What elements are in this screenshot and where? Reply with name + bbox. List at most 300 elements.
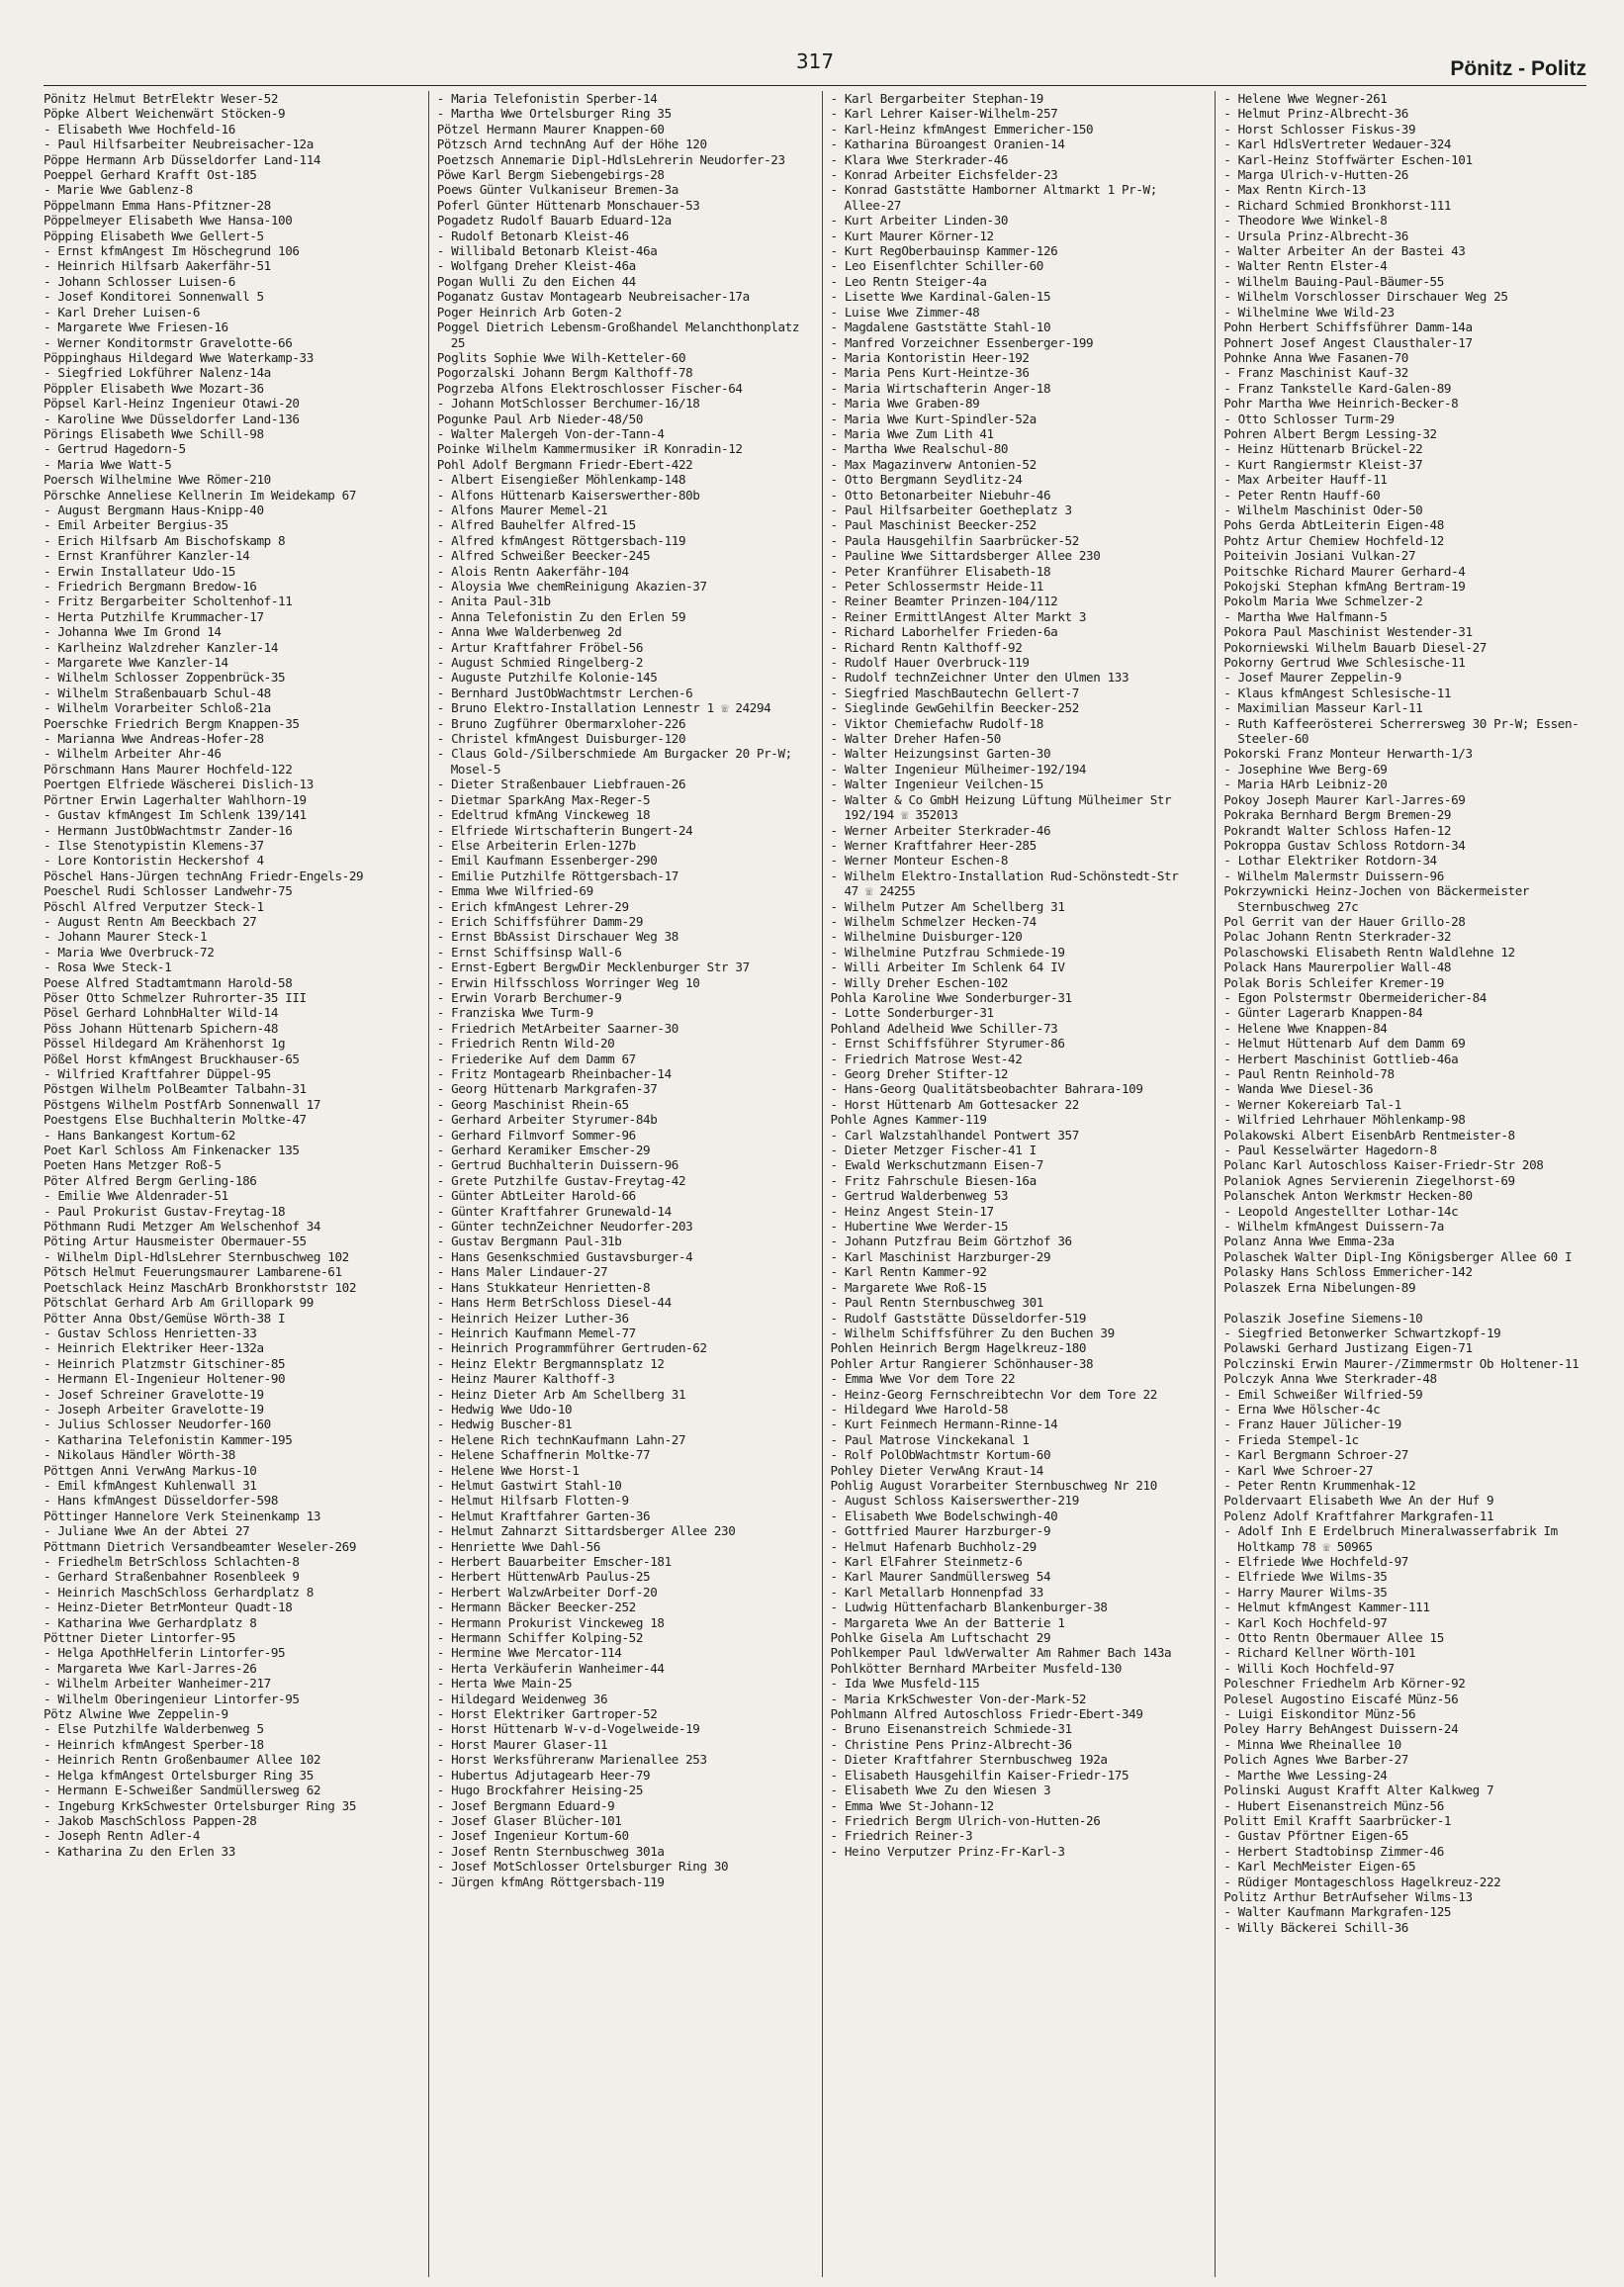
directory-entry: Pohlkötter Bernhard MArbeiter Musfeld-130 — [830, 1660, 1122, 1676]
directory-entry: - Karl Wwe Schroer-27 — [1223, 1462, 1374, 1478]
directory-entry: Pohnert Josef Angest Clausthaler-17 — [1223, 334, 1473, 350]
directory-entry: - Emma Wwe Vor dem Tore 22 — [830, 1371, 1016, 1387]
directory-entry: - Günter Kraftfahrer Grunewald-14 — [436, 1203, 672, 1219]
directory-entry: Pötschlat Gerhard Arb Am Grillopark 99 — [44, 1295, 314, 1311]
directory-entry: - Alfred kfmAngest Röttgersbach-119 — [436, 532, 686, 548]
directory-entry: Polanschek Anton Werkmstr Hecken-80 — [1223, 1188, 1473, 1204]
directory-entry: - Rudolf technZeichner Unter den Ulmen 133 — [830, 670, 1129, 686]
directory-entry: - Gerhard Filmvorf Sommer-96 — [436, 1127, 636, 1143]
directory-entry: - Richard Schmied Bronkhorst-111 — [1223, 197, 1452, 213]
directory-entry: Pogadetz Rudolf Bauarb Eduard-12a — [436, 213, 672, 229]
directory-entry: - Maria Wirtschafterin Anger-18 — [830, 380, 1051, 396]
directory-entry: - Rudolf Betonarb Kleist-46 — [436, 228, 629, 243]
directory-entry: - Friedrich Matrose West-42 — [830, 1051, 1023, 1066]
directory-entry: - Richard Rentn Kalthoff-92 — [830, 639, 1023, 655]
directory-entry: Pöttinger Hannelore Verk Steinenkamp 13 — [44, 1508, 321, 1523]
directory-entry: - Katharina Büroangest Oranien-14 — [830, 137, 1065, 152]
directory-entry: - Lore Kontoristin Heckershof 4 — [44, 853, 264, 869]
directory-entry: - Herbert WalzwArbeiter Dorf-20 — [436, 1584, 658, 1600]
directory-entry: Poeten Hans Metzger Roß-5 — [44, 1157, 222, 1173]
directory-entry: Pöppelmann Emma Hans-Pfitzner-28 — [44, 197, 271, 213]
directory-entry: - Karl Lehrer Kaiser-Wilhelm-257 — [830, 106, 1058, 122]
directory-entry: Pössel Hildegard Am Krähenhorst 1g — [44, 1036, 286, 1052]
directory-entry: Pöttmann Dietrich Versandbeamter Weseler-269 — [44, 1538, 357, 1554]
directory-entry: - Rudolf Hauer Overbruck-119 — [830, 655, 1030, 671]
directory-entry: Poleschner Friedhelm Arb Körner-92 — [1223, 1676, 1466, 1692]
directory-entry: - Wilhelm Schiffsführer Zu den Buchen 39 — [830, 1325, 1115, 1340]
directory-entry: - Karl Dreher Luisen-6 — [44, 304, 201, 320]
directory-entry: - Wilfried Kraftfahrer Düppel-95 — [44, 1066, 271, 1081]
directory-entry: - Leopold Angestellter Lothar-14c — [1223, 1203, 1459, 1219]
directory-entry: - Werner Konditormstr Gravelotte-66 — [44, 334, 293, 350]
directory-entry: - Ernst Schiffsführer Styrumer-86 — [830, 1036, 1065, 1052]
directory-entry: - Wilfried Lehrhauer Möhlenkamp-98 — [1223, 1112, 1466, 1128]
directory-entry: - Hildegard Weidenweg 36 — [436, 1691, 608, 1706]
directory-entry: - Ernst kfmAngest Im Höschegrund 106 — [44, 243, 300, 259]
directory-entry: - Wilhelm Arbeiter Ahr-46 — [44, 746, 222, 762]
directory-entry: Pokolm Maria Wwe Schmelzer-2 — [1223, 594, 1423, 609]
directory-entry: - Ruth Kaffeerösterei Scherrersweg 30 Pr-W; Essen-Steeler-60 — [1223, 715, 1579, 747]
directory-entry: - Friedhelm BetrSchloss Schlachten-8 — [44, 1554, 300, 1569]
directory-entry: - Hans Maler Lindauer-27 — [436, 1264, 608, 1280]
directory-entry: Pol Gerrit van der Hauer Grillo-28 — [1223, 913, 1466, 929]
directory-entry: Pokraka Bernhard Bergm Bremen-29 — [1223, 807, 1452, 823]
directory-entry: - Magdalene Gaststätte Stahl-10 — [830, 320, 1051, 335]
directory-entry: - Hermann JustObWachtmstr Zander-16 — [44, 822, 293, 838]
directory-entry: - Paul Hilfsarbeiter Neubreisacher-12a — [44, 137, 314, 152]
directory-entry — [1223, 1295, 1586, 1310]
directory-entry: - Otto Schlosser Turm-29 — [1223, 411, 1395, 426]
directory-entry: Polaszek Erna Nibelungen-89 — [1223, 1279, 1416, 1295]
directory-entry: Pöting Artur Hausmeister Obermauer-55 — [44, 1234, 307, 1249]
directory-entry: - Wilhelmine Putzfrau Schmiede-19 — [830, 944, 1065, 960]
directory-entry: - Paul Maschinist Beecker-252 — [830, 517, 1037, 533]
directory-entry: - Hans Herm BetrSchloss Diesel-44 — [436, 1295, 672, 1311]
directory-entry: - Lisette Wwe Kardinal-Galen-15 — [830, 289, 1051, 305]
directory-entry: - Paul Kesselwärter Hagedorn-8 — [1223, 1143, 1437, 1158]
directory-entry: - Helene Wwe Horst-1 — [436, 1462, 580, 1478]
directory-entry: - Paul Matrose Vinckekanal 1 — [830, 1431, 1030, 1447]
directory-entry: - Minna Wwe Rheinallee 10 — [1223, 1736, 1401, 1752]
directory-entry: - Johann Putzfrau Beim Görtzhof 36 — [830, 1234, 1072, 1249]
directory-entry: - Helmut Prinz-Albrecht-36 — [1223, 106, 1408, 122]
directory-entry: - Gottfried Maurer Harzburger-9 — [830, 1523, 1051, 1539]
directory-entry: - Konrad Arbeiter Eichsfelder-23 — [830, 167, 1058, 183]
directory-entry: - Dieter Metzger Fischer-41 I — [830, 1143, 1037, 1158]
directory-entry: - Helmut Hilfsarb Flotten-9 — [436, 1493, 629, 1509]
directory-entry: - Georg Hüttenarb Markgrafen-37 — [436, 1081, 658, 1097]
directory-entry: Pörings Elisabeth Wwe Schill-98 — [44, 425, 264, 441]
directory-entry: Pöstgen Wilhelm PolBeamter Talbahn-31 — [44, 1081, 307, 1097]
directory-entry: - Dieter Straßenbauer Liebfrauen-26 — [436, 777, 686, 792]
directory-entry: - Erwin Hilfsschloss Worringer Weg 10 — [436, 974, 700, 990]
directory-entry: - Christel kfmAngest Duisburger-120 — [436, 731, 686, 747]
directory-entry: - Paula Hausgehilfin Saarbrücker-52 — [830, 532, 1079, 548]
directory-entry: - Herbert HüttenwArb Paulus-25 — [436, 1569, 651, 1585]
directory-entry: - Wilhelm Vorschlosser Dirschauer Weg 25 — [1223, 289, 1508, 305]
directory-entry: Pohtz Artur Chemiew Hochfeld-12 — [1223, 532, 1444, 548]
directory-entry: - Lotte Sonderburger-31 — [830, 1005, 994, 1021]
directory-entry: - Hans Gesenkschmied Gustavsburger-4 — [436, 1248, 693, 1264]
directory-entry: - Günter Lagerarb Knappen-84 — [1223, 1005, 1423, 1021]
directory-entry: - Josef MotSchlosser Ortelsburger Ring 30 — [436, 1859, 729, 1875]
column-4 — [1215, 91, 1586, 2277]
directory-entry: - August Schmied Ringelberg-2 — [436, 655, 644, 671]
directory-entry: Poiteivin Josiani Vulkan-27 — [1223, 548, 1416, 564]
directory-entry: Pokoy Joseph Maurer Karl-Jarres-69 — [1223, 791, 1466, 807]
directory-entry: Pöstgens Wilhelm PostfArb Sonnenwall 17 — [44, 1096, 321, 1112]
directory-entry: - Helmut Kraftfahrer Garten-36 — [436, 1508, 651, 1523]
directory-entry: Polawski Gerhard Justizang Eigen-71 — [1223, 1340, 1473, 1356]
directory-entry: - Alfred Bauhelfer Alfred-15 — [436, 517, 636, 533]
directory-entry: - Helene Rich technKaufmann Lahn-27 — [436, 1431, 686, 1447]
directory-entry: - Paul Rentn Sternbuschweg 301 — [830, 1295, 1043, 1311]
directory-entry: - Anita Paul-31b — [436, 594, 551, 609]
directory-entry: - Walter Kaufmann Markgrafen-125 — [1223, 1904, 1452, 1920]
directory-entry: - Hugo Brockfahrer Heising-25 — [436, 1783, 644, 1798]
directory-entry: - Josef Schreiner Gravelotte-19 — [44, 1386, 264, 1402]
directory-entry: - Reiner ErmittlAngest Alter Markt 3 — [830, 608, 1087, 624]
directory-entry: Pokora Paul Maschinist Westender-31 — [1223, 624, 1473, 640]
directory-entry: - Emma Wwe Wilfried-69 — [436, 883, 593, 899]
directory-entry: Pöthmann Rudi Metzger Am Welschenhof 34 — [44, 1219, 321, 1235]
directory-entry: - Reiner Beamter Prinzen-104/112 — [830, 594, 1058, 609]
directory-entry: - Maria Wwe Graben-89 — [830, 396, 980, 412]
directory-entry: - Fritz Bergarbeiter Scholtenhof-11 — [44, 594, 293, 609]
directory-entry: - Rudolf Gaststätte Düsseldorfer-519 — [830, 1310, 1087, 1326]
directory-entry: Poerschke Friedrich Bergm Knappen-35 — [44, 715, 300, 731]
directory-entry: - Herta Verkäuferin Wanheimer-44 — [436, 1660, 665, 1676]
directory-entry: - Martha Wwe Realschul-80 — [830, 441, 1009, 457]
directory-entry: Pohren Albert Bergm Lessing-32 — [1223, 425, 1437, 441]
directory-entry: - Martha Wwe Halfmann-5 — [1223, 608, 1388, 624]
directory-entry: - Paul Rentn Reinhold-78 — [1223, 1066, 1395, 1081]
directory-entry: - Hildegard Wwe Harold-58 — [830, 1401, 1009, 1417]
directory-entry: - Pauline Wwe Sittardsberger Allee 230 — [830, 548, 1101, 564]
directory-entry: - Wilhelm Putzer Am Schellberg 31 — [830, 898, 1065, 914]
directory-entry: - August Bergmann Haus-Knipp-40 — [44, 502, 264, 517]
directory-entry: Polczinski Erwin Maurer-/Zimmermstr Ob Holtener-11 — [1223, 1355, 1579, 1371]
directory-entry: - Helga kfmAngest Ortelsburger Ring 35 — [44, 1767, 314, 1783]
directory-entry: - Wilhelm Dipl-HdlsLehrer Sternbuschweg 102 — [44, 1248, 349, 1264]
directory-entry: Polaschowski Elisabeth Rentn Waldlehne 12 — [1223, 944, 1515, 960]
directory-entry: Poitschke Richard Maurer Gerhard-4 — [1223, 563, 1466, 579]
directory-entry: - Maria KrkSchwester Von-der-Mark-52 — [830, 1691, 1087, 1706]
directory-entry: - Gerhard Keramiker Emscher-29 — [436, 1143, 651, 1158]
directory-entry: - Luise Wwe Zimmer-48 — [830, 304, 980, 320]
directory-entry: Pohn Herbert Schiffsführer Damm-14a — [1223, 320, 1473, 335]
directory-entry: - Otto Betonarbeiter Niebuhr-46 — [830, 487, 1051, 503]
directory-entry: - Horst Elektriker Gartroper-52 — [436, 1706, 658, 1722]
directory-entry: - Fritz Fahrschule Biesen-16a — [830, 1172, 1037, 1188]
directory-entry: - Ilse Stenotypistin Klemens-37 — [44, 837, 264, 853]
directory-entry: - Jürgen kfmAng Röttgersbach-119 — [436, 1874, 665, 1889]
directory-entry: - Günter technZeichner Neudorfer-203 — [436, 1219, 693, 1235]
directory-entry: - Franziska Wwe Turm-9 — [436, 1005, 593, 1021]
directory-entry: Pörschke Anneliese Kellnerin Im Weidekamp 67 — [44, 487, 357, 503]
directory-entry: - Hans kfmAngest Düsseldorfer-598 — [44, 1493, 279, 1509]
directory-entry: - Edeltrud kfmAng Vinckeweg 18 — [436, 807, 651, 823]
directory-entry: Polasky Hans Schloss Emmericher-142 — [1223, 1264, 1473, 1280]
directory-entry: - Erich kfmAngest Lehrer-29 — [436, 898, 629, 914]
directory-entry: - Fritz Montagearb Rheinbacher-14 — [436, 1066, 672, 1081]
directory-entry: Polaniok Agnes Servierenin Ziegelhorst-69 — [1223, 1172, 1515, 1188]
directory-entry: - Ewald Werkschutzmann Eisen-7 — [830, 1157, 1043, 1173]
directory-entry: - Alois Rentn Aakerfähr-104 — [436, 563, 629, 579]
directory-entry: - Marga Ulrich-v-Hutten-26 — [1223, 167, 1408, 183]
directory-entry: Pokrzywnicki Heinz-Jochen von Bäckermeister Sternbuschweg 27c — [1223, 883, 1537, 914]
directory-entry: Pohlmann Alfred Autoschloss Friedr-Ebert-349 — [830, 1706, 1143, 1722]
directory-entry: Pöpping Elisabeth Wwe Gellert-5 — [44, 228, 264, 243]
directory-entry: Poeppel Gerhard Krafft Ost-185 — [44, 167, 257, 183]
directory-entry: Pogunke Paul Arb Nieder-48/50 — [436, 411, 644, 426]
directory-entry: Pörschmann Hans Maurer Hochfeld-122 — [44, 761, 293, 777]
directory-entry: Poertgen Elfriede Wäscherei Dislich-13 — [44, 777, 314, 792]
directory-entry: Pohle Agnes Kammer-119 — [830, 1112, 987, 1128]
directory-entry: - Hedwig Buscher-81 — [436, 1417, 573, 1432]
directory-entry: Polich Agnes Wwe Barber-27 — [1223, 1752, 1408, 1768]
directory-entry: - Heinrich Kaufmann Memel-77 — [436, 1325, 636, 1340]
column-3 — [822, 91, 1194, 2277]
directory-entry: - Klara Wwe Sterkrader-46 — [830, 151, 1009, 167]
directory-entry: - Heino Verputzer Prinz-Fr-Karl-3 — [830, 1843, 1065, 1859]
directory-entry: - Elfriede Wwe Hochfeld-97 — [1223, 1554, 1408, 1569]
directory-entry: - Marie Wwe Gablenz-8 — [44, 182, 193, 198]
directory-entry: - Maria Kontoristin Heer-192 — [830, 349, 1030, 365]
directory-entry: - Leo Rentn Steiger-4a — [830, 273, 987, 289]
directory-entry: Poestgens Else Buchhalterin Moltke-47 — [44, 1112, 307, 1128]
directory-entry: - Helmut Hafenarb Buchholz-29 — [830, 1538, 1037, 1554]
directory-entry: - Walter & Co GmbH Heizung Lüftung Mülheimer Str 192/194 ☏ 352013 — [830, 791, 1179, 823]
directory-entry: - Margareta Wwe Karl-Jarres-26 — [44, 1660, 257, 1676]
directory-entry: - Julius Schlosser Neudorfer-160 — [44, 1417, 271, 1432]
directory-entry: - Helene Wwe Wegner-261 — [1223, 91, 1388, 106]
directory-entry: - Josef Maurer Zeppelin-9 — [1223, 670, 1401, 686]
directory-entry: - Karl HdlsVertreter Wedauer-324 — [1223, 137, 1452, 152]
directory-entry: - Richard Kellner Wörth-101 — [1223, 1645, 1416, 1661]
directory-entry: - Werner Arbeiter Sterkrader-46 — [830, 822, 1051, 838]
directory-entry: - Peter Kranführer Elisabeth-18 — [830, 563, 1051, 579]
directory-entry: - Margarete Wwe Roß-15 — [830, 1279, 987, 1295]
directory-entry: - Margarete Wwe Friesen-16 — [44, 320, 228, 335]
directory-entry: Pöpsel Karl-Heinz Ingenieur Otawi-20 — [44, 396, 300, 412]
directory-entry: - Karl Maurer Sandmüllersweg 54 — [830, 1569, 1051, 1585]
directory-columns — [44, 91, 1586, 2277]
directory-entry: - Helmut Gastwirt Stahl-10 — [436, 1477, 622, 1493]
directory-entry: - Peter Schlossermstr Heide-11 — [830, 579, 1043, 594]
directory-entry: - Gertrud Walderbenweg 53 — [830, 1188, 1009, 1204]
directory-entry: - Horst Schlosser Fiskus-39 — [1223, 121, 1416, 137]
directory-entry: - Max Arbeiter Hauff-11 — [1223, 472, 1388, 488]
directory-entry: - Elisabeth Wwe Bodelschwingh-40 — [830, 1508, 1058, 1523]
directory-entry: Polaschek Walter Dipl-Ing Königsberger Allee 60 I — [1223, 1248, 1573, 1264]
directory-entry: - Wilhelm Vorarbeiter Schloß-21a — [44, 700, 271, 716]
directory-entry: - Herbert Maschinist Gottlieb-46a — [1223, 1051, 1459, 1066]
directory-entry: - Hubertus Adjutagearb Heer-79 — [436, 1767, 651, 1783]
directory-entry: Poews Günter Vulkaniseur Bremen-3a — [436, 182, 678, 198]
directory-entry: Pokorniewski Wilhelm Bauarb Diesel-27 — [1223, 639, 1487, 655]
directory-entry: - Wanda Wwe Diesel-36 — [1223, 1081, 1374, 1097]
directory-entry: - Dietmar SparkAng Max-Reger-5 — [436, 791, 651, 807]
directory-entry: - Dieter Kraftfahrer Sternbuschweg 192a — [830, 1752, 1108, 1768]
directory-entry: - Wilhelmine Duisburger-120 — [830, 929, 1023, 945]
directory-entry: - August Schloss Kaiserswerther-219 — [830, 1493, 1079, 1509]
directory-entry: - Walter Arbeiter An der Bastei 43 — [1223, 243, 1466, 259]
directory-entry: - Maria Wwe Zum Lith 41 — [830, 425, 994, 441]
directory-entry: Poganatz Gustav Montagearb Neubreisacher-17a — [436, 289, 750, 305]
directory-entry: - Martha Wwe Ortelsburger Ring 35 — [436, 106, 672, 122]
directory-entry: - Bruno Zugführer Obermarxloher-226 — [436, 715, 686, 731]
directory-entry: Poggel Dietrich Lebensm-Großhandel Melanchthonplatz 25 — [436, 320, 807, 350]
directory-entry: - Heinrich Rentn Großenbaumer Allee 102 — [44, 1752, 321, 1768]
directory-entry: Pohl Adolf Bergmann Friedr-Ebert-422 — [436, 456, 693, 472]
directory-entry: - Bruno Eisenanstreich Schmiede-31 — [830, 1721, 1072, 1737]
directory-entry: - Walter Ingenieur Veilchen-15 — [830, 777, 1043, 792]
directory-entry: Poger Heinrich Arb Goten-2 — [436, 304, 622, 320]
directory-entry: - Willy Bäckerei Schill-36 — [1223, 1919, 1408, 1935]
directory-entry: - Walter Heizungsinst Garten-30 — [830, 746, 1051, 762]
directory-entry: - Hubertine Wwe Werder-15 — [830, 1219, 1009, 1235]
directory-entry: - Johann Schlosser Luisen-6 — [44, 273, 235, 289]
directory-entry: Poferl Günter Hüttenarb Monschauer-53 — [436, 197, 700, 213]
directory-entry: - Willi Koch Hochfeld-97 — [1223, 1660, 1395, 1676]
directory-entry: - Karl Koch Hochfeld-97 — [1223, 1614, 1388, 1630]
directory-entry: Pohland Adelheid Wwe Schiller-73 — [830, 1020, 1058, 1036]
directory-entry: - Hermann Prokurist Vinckeweg 18 — [436, 1614, 665, 1630]
directory-entry: - Richard Laborhelfer Frieden-6a — [830, 624, 1058, 640]
directory-entry: - Karl-Heinz Stoffwärter Eschen-101 — [1223, 151, 1473, 167]
directory-entry: - Emil Arbeiter Bergius-35 — [44, 517, 228, 533]
directory-entry: Poetzsch Annemarie Dipl-HdlsLehrerin Neudorfer-23 — [436, 151, 785, 167]
directory-entry: - Ludwig Hüttenfacharb Blankenburger-38 — [830, 1600, 1108, 1615]
directory-entry: - Herbert Bauarbeiter Emscher-181 — [436, 1554, 672, 1569]
directory-entry: - Emil kfmAngest Kuhlenwall 31 — [44, 1477, 257, 1493]
directory-entry: - Ursula Prinz-Albrecht-36 — [1223, 228, 1408, 243]
directory-entry: - Max Rentn Kirch-13 — [1223, 182, 1366, 198]
directory-entry: - Walter Ingenieur Mülheimer-192/194 — [830, 761, 1087, 777]
directory-entry: Poetschlack Heinz MaschArb Bronkhorststr 102 — [44, 1279, 357, 1295]
directory-entry: - Friederike Auf dem Damm 67 — [436, 1051, 636, 1066]
directory-entry: - Wilhelm kfmAngest Duissern-7a — [1223, 1219, 1444, 1235]
column-2 — [428, 91, 807, 2277]
directory-entry: - Werner Kraftfahrer Heer-285 — [830, 837, 1037, 853]
directory-entry: - Wilhelm Oberingenieur Lintorfer-95 — [44, 1691, 300, 1706]
directory-entry: - Egon Polstermstr Obermeidericher-84 — [1223, 989, 1487, 1005]
directory-entry: - Hermann Schiffer Kolping-52 — [436, 1630, 644, 1646]
directory-entry: Politz Arthur BetrAufseher Wilms-13 — [1223, 1888, 1473, 1904]
directory-entry: - Wolfgang Dreher Kleist-46a — [436, 258, 636, 274]
directory-entry: Polinski August Krafft Alter Kalkweg 7 — [1223, 1783, 1494, 1798]
directory-entry: Pöser Otto Schmelzer Ruhrorter-35 III — [44, 989, 307, 1005]
directory-entry: - Marthe Wwe Lessing-24 — [1223, 1767, 1388, 1783]
directory-entry: - Gustav Bergmann Paul-31b — [436, 1234, 622, 1249]
directory-entry: - Wilhelm Straßenbauarb Schul-48 — [44, 685, 271, 700]
directory-entry: - Alfred Schweißer Beecker-245 — [436, 548, 651, 564]
directory-entry: - Karl Metallarb Honnenpfad 33 — [830, 1584, 1043, 1600]
directory-entry: - Helga ApothHelferin Lintorfer-95 — [44, 1645, 286, 1661]
column-1 — [44, 91, 406, 2277]
directory-entry: - Josef Rentn Sternbuschweg 301a — [436, 1843, 665, 1859]
directory-entry: - Frieda Stempel-1c — [1223, 1431, 1359, 1447]
directory-entry: - Albert Eisengießer Möhlenkamp-148 — [436, 472, 686, 488]
directory-entry: Pohr Martha Wwe Heinrich-Becker-8 — [1223, 396, 1459, 412]
page-number: 317 — [795, 49, 835, 73]
directory-entry: Poersch Wilhelmine Wwe Römer-210 — [44, 472, 271, 488]
directory-entry: - Heinrich Heizer Luther-36 — [436, 1310, 629, 1326]
directory-entry: Polaszik Josefine Siemens-10 — [1223, 1310, 1423, 1326]
directory-entry: - Else Arbeiterin Erlen-127b — [436, 837, 636, 853]
directory-entry: - Karl-Heinz kfmAngest Emmericher-150 — [830, 121, 1094, 137]
directory-entry: - Heinrich Elektriker Heer-132a — [44, 1340, 264, 1356]
directory-entry: - Helene Schaffnerin Moltke-77 — [436, 1447, 651, 1463]
directory-entry: Pogorzalski Johann Bergm Kalthoff-78 — [436, 365, 693, 381]
directory-entry: - Anna Telefonistin Zu den Erlen 59 — [436, 608, 686, 624]
directory-entry: Pokorski Franz Monteur Herwarth-1/3 — [1223, 746, 1473, 762]
directory-entry: Polakowski Albert EisenbArb Rentmeister-8 — [1223, 1127, 1515, 1143]
directory-entry: Polac Johann Rentn Sterkrader-32 — [1223, 929, 1452, 945]
directory-entry: Pokorny Gertrud Wwe Schlesische-11 — [1223, 655, 1466, 671]
directory-entry: Polak Boris Schleifer Kremer-19 — [1223, 974, 1444, 990]
directory-entry: - Gustav Pförtner Eigen-65 — [1223, 1828, 1408, 1844]
directory-entry: - Marianna Wwe Andreas-Hofer-28 — [44, 731, 264, 747]
directory-entry: - Elfriede Wwe Wilms-35 — [1223, 1569, 1388, 1585]
directory-entry: - Friedrich Rentn Wild-20 — [436, 1036, 615, 1052]
directory-entry: - Kurt RegOberbauinsp Kammer-126 — [830, 243, 1058, 259]
directory-entry: - Ernst Schiffsinsp Wall-6 — [436, 944, 622, 960]
directory-entry: - Katharina Zu den Erlen 33 — [44, 1843, 235, 1859]
directory-entry: - Heinz Elektr Bergmannsplatz 12 — [436, 1355, 665, 1371]
directory-entry: Pösel Gerhard LohnbHalter Wild-14 — [44, 1005, 279, 1021]
directory-entry: - Herbert Stadtobinsp Zimmer-46 — [1223, 1843, 1444, 1859]
directory-entry: - Otto Rentn Obermauer Allee 15 — [1223, 1630, 1444, 1646]
directory-entry: - Harry Maurer Wilms-35 — [1223, 1584, 1388, 1600]
directory-entry: - Herta Putzhilfe Krummacher-17 — [44, 608, 264, 624]
directory-entry: - Werner Kokereiarb Tal-1 — [1223, 1096, 1401, 1112]
directory-entry: Polczyk Anna Wwe Sterkrader-48 — [1223, 1371, 1437, 1387]
directory-entry: - Peter Rentn Hauff-60 — [1223, 487, 1381, 503]
directory-entry: - Hermann El-Ingenieur Holtener-90 — [44, 1371, 286, 1387]
directory-entry: Polanz Anna Wwe Emma-23a — [1223, 1234, 1395, 1249]
directory-entry: - Walter Malergeh Von-der-Tann-4 — [436, 425, 665, 441]
directory-entry: - Paul Prokurist Gustav-Freytag-18 — [44, 1203, 286, 1219]
directory-entry: - Siegfried Lokführer Nalenz-14a — [44, 365, 271, 381]
directory-entry: - Ernst Kranführer Kanzler-14 — [44, 548, 250, 564]
directory-entry: - Wilhelmine Wwe Wild-23 — [1223, 304, 1395, 320]
directory-entry: - Willy Dreher Eschen-102 — [830, 974, 1009, 990]
directory-entry: - Ernst BbAssist Dirschauer Weg 38 — [436, 929, 678, 945]
directory-entry: - Friedrich Bergmann Bredow-16 — [44, 579, 257, 594]
directory-entry: Pöppinghaus Hildegard Wwe Waterkamp-33 — [44, 349, 314, 365]
directory-entry: - Friedrich Reiner-3 — [830, 1828, 973, 1844]
directory-entry: Pötter Anna Obst/Gemüse Wörth-38 I — [44, 1310, 286, 1326]
directory-entry: Poet Karl Schloss Am Finkenacker 135 — [44, 1143, 300, 1158]
directory-entry: - Emil Schweißer Wilfried-59 — [1223, 1386, 1423, 1402]
directory-entry: - Konrad Gaststätte Hamborner Altmarkt 1 Pr-W; Allee-27 — [830, 182, 1165, 213]
directory-entry: - Max Magazinverw Antonien-52 — [830, 456, 1037, 472]
directory-entry: - Heinrich Programmführer Gertruden-62 — [436, 1340, 707, 1356]
directory-entry: - Else Putzhilfe Walderbenweg 5 — [44, 1721, 264, 1737]
directory-entry: - Alfons Maurer Memel-21 — [436, 502, 608, 517]
directory-entry: - Margarete Wwe Kanzler-14 — [44, 655, 228, 671]
directory-entry: - Maria Wwe Kurt-Spindler-52a — [830, 411, 1037, 426]
directory-entry: - Joseph Rentn Adler-4 — [44, 1828, 201, 1844]
directory-entry: - Klaus kfmAngest Schlesische-11 — [1223, 685, 1452, 700]
directory-entry: - Josef Ingenieur Kortum-60 — [436, 1828, 629, 1844]
directory-entry: - Heinrich Platzmstr Gitschiner-85 — [44, 1355, 286, 1371]
directory-entry: - Viktor Chemiefachw Rudolf-18 — [830, 715, 1043, 731]
directory-entry: - Theodore Wwe Winkel-8 — [1223, 213, 1388, 229]
directory-entry: - Heinrich MaschSchloss Gerhardplatz 8 — [44, 1584, 314, 1600]
